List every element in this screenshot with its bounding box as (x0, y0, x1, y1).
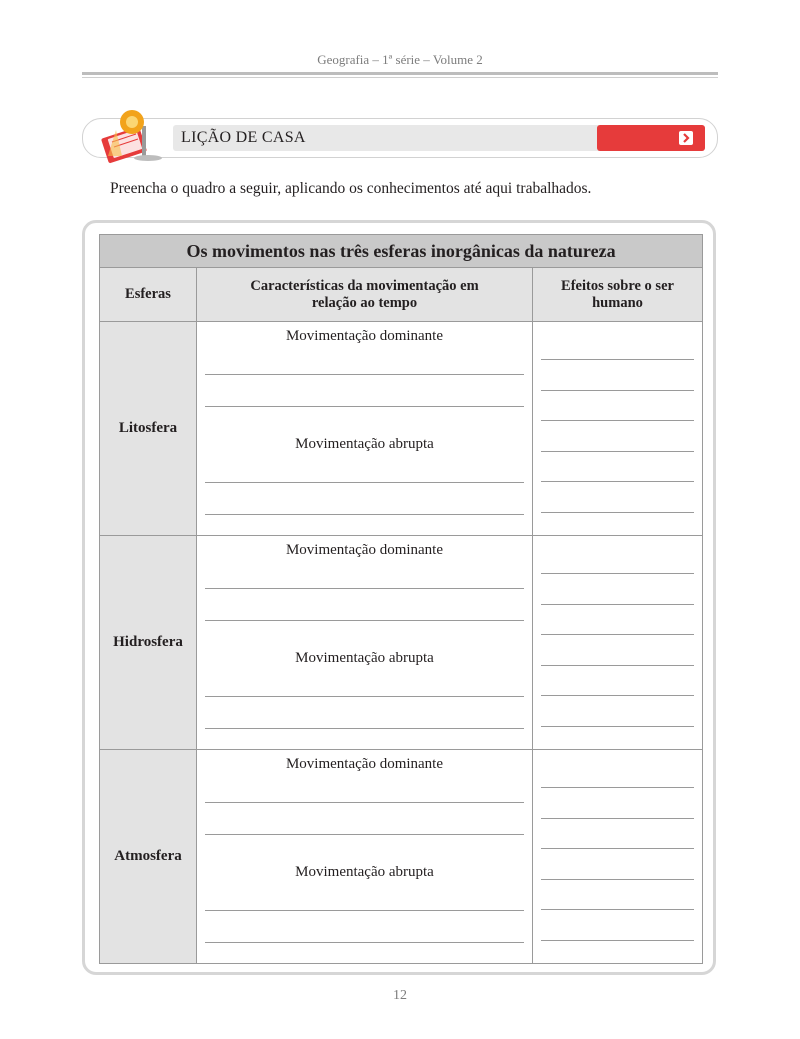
answer-line[interactable] (541, 818, 694, 819)
answer-line[interactable] (205, 910, 524, 911)
header-spheres: Esferas (100, 268, 197, 322)
answer-line[interactable] (541, 726, 694, 727)
answer-line[interactable] (541, 909, 694, 910)
banner-title: LIÇÃO DE CASA (181, 129, 306, 146)
answer-line[interactable] (541, 848, 694, 849)
answer-line[interactable] (541, 787, 694, 788)
answer-line[interactable] (541, 481, 694, 482)
answer-line[interactable] (541, 940, 694, 941)
page-number: 12 (393, 988, 407, 1003)
table-row (100, 322, 703, 536)
abrupt-label: Movimentação abrupta (295, 864, 434, 880)
banner-accent[interactable] (597, 125, 705, 151)
instruction-text: Preencha o quadro a seguir, aplicando os conhecimentos até aqui trabalhados. (110, 180, 592, 197)
characteristics-cell (197, 322, 533, 536)
answer-line[interactable] (541, 665, 694, 666)
lamp-icon (98, 106, 168, 164)
answer-line[interactable] (541, 390, 694, 391)
answer-line[interactable] (205, 620, 524, 621)
answer-line[interactable] (541, 573, 694, 574)
answer-line[interactable] (541, 359, 694, 360)
sphere-label: Litosfera (100, 322, 197, 536)
section-banner (82, 118, 718, 158)
answer-line[interactable] (205, 374, 524, 375)
banner-label-bar (173, 125, 705, 151)
answer-line[interactable] (205, 406, 524, 407)
answer-line[interactable] (541, 695, 694, 696)
header-characteristics: Características da movimentação em relação ao tempo (197, 268, 533, 322)
header-rule-thin (82, 77, 718, 78)
answer-line[interactable] (541, 420, 694, 421)
running-header: Geografia – 1ª série – Volume 2 (317, 52, 483, 67)
dominant-label: Movimentação dominante (285, 756, 444, 772)
abrupt-label: Movimentação abrupta (295, 650, 434, 666)
answer-line[interactable] (541, 634, 694, 635)
header-effects: Efeitos sobre o ser humano (533, 268, 703, 322)
effects-cell (533, 536, 703, 750)
sphere-label: Atmosfera (100, 750, 197, 964)
abrupt-label: Movimentação abrupta (295, 436, 434, 452)
table-title: Os movimentos nas três esferas inorgânicas da natureza (100, 235, 703, 268)
movements-table (99, 234, 703, 964)
arrow-right-icon[interactable] (679, 131, 693, 145)
answer-line[interactable] (205, 942, 524, 943)
effects-cell (533, 750, 703, 964)
answer-line[interactable] (541, 451, 694, 452)
answer-line[interactable] (205, 802, 524, 803)
answer-line[interactable] (205, 696, 524, 697)
dominant-label: Movimentação dominante (285, 542, 444, 558)
sphere-label: Hidrosfera (100, 536, 197, 750)
answer-line[interactable] (205, 728, 524, 729)
header-rule (82, 72, 718, 75)
table-row (100, 536, 703, 750)
effects-cell (533, 322, 703, 536)
answer-line[interactable] (541, 604, 694, 605)
answer-line[interactable] (205, 588, 524, 589)
answer-line[interactable] (541, 512, 694, 513)
answer-line[interactable] (205, 834, 524, 835)
characteristics-cell (197, 750, 533, 964)
answer-line[interactable] (541, 879, 694, 880)
table-row (100, 750, 703, 964)
answer-line[interactable] (205, 514, 524, 515)
answer-line[interactable] (205, 482, 524, 483)
dominant-label: Movimentação dominante (285, 328, 444, 344)
characteristics-cell (197, 536, 533, 750)
